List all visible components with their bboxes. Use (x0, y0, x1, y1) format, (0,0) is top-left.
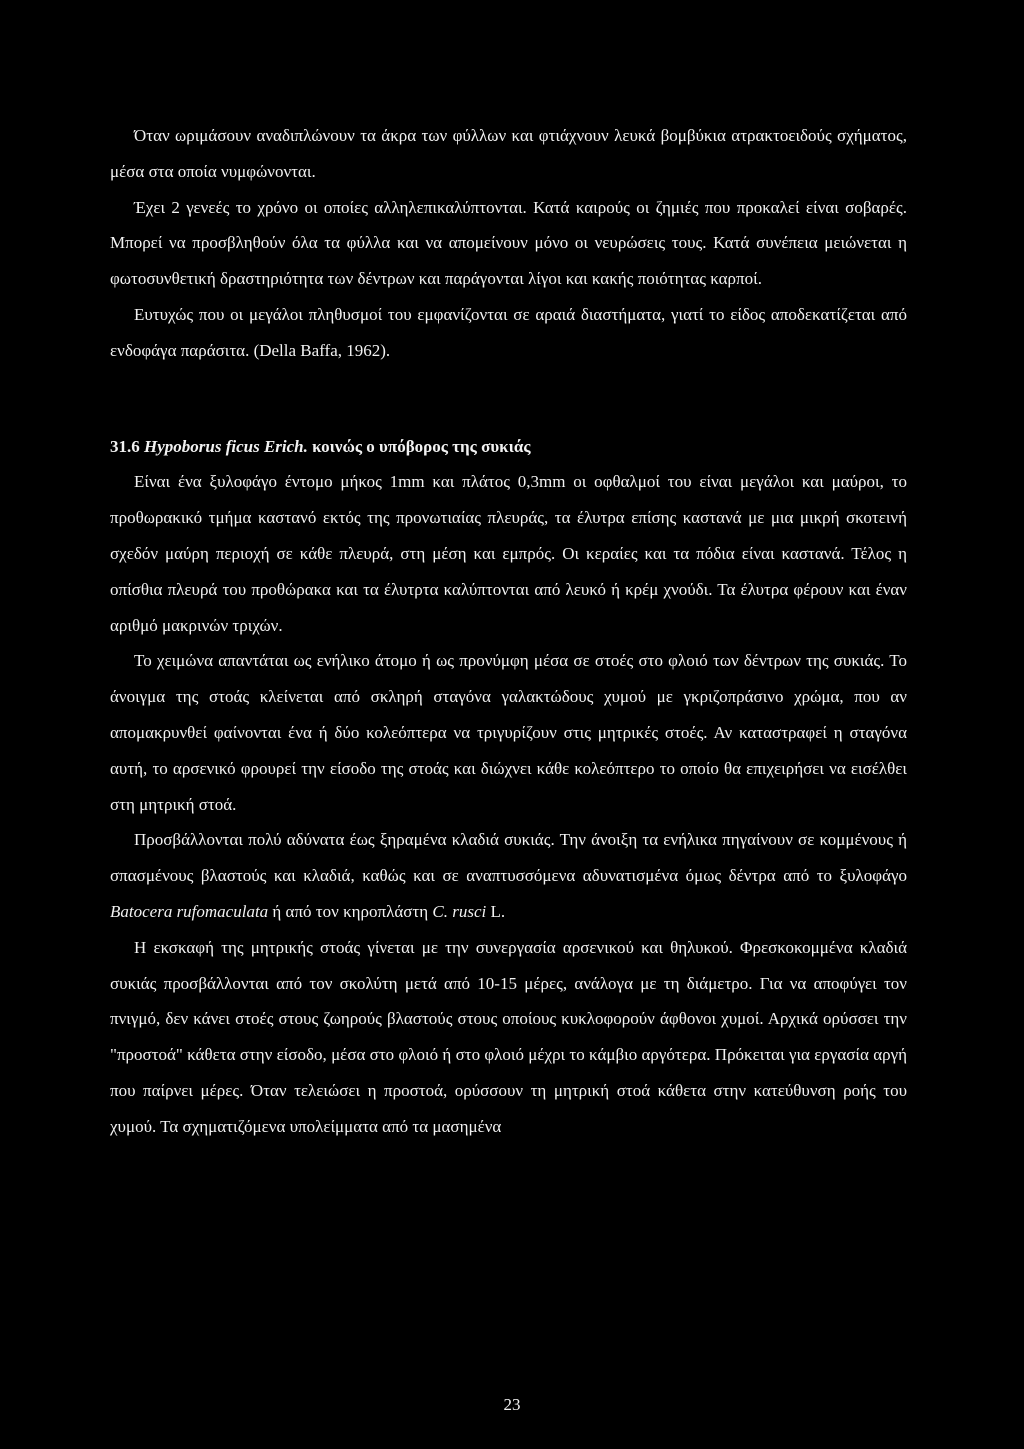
page-number: 23 (503, 1395, 521, 1414)
paragraph-winter: Το χειμώνα απαντάται ως ενήλικο άτομο ή ως προνύμφη μέσα σε στοές στο φλοιό των δέντρων της συκιάς. Το άνοιγμα της στοάς κλείνεται από σκληρή σταγόνα γαλακτώδους χυμού με γκριζοπράσινο χρώμα, που αν απομακρυνθεί φαίνονται ένα ή δύο κολεόπτερα να τριγυρίζουν στις μητρικές στοές. Αν καταστραφεί η σταγόνα αυτή, το αρσενικό φρουρεί την είσοδο της στοάς και διώχνει κάθε κολεόπτερο το οποίο θα επιχειρήσει να εισέλθει στη μητρική στοά. (110, 651, 907, 814)
document-page (110, 118, 907, 1145)
section-heading (110, 429, 907, 465)
section-scientific-name: Hypoborus ficus Erich. (144, 436, 308, 456)
paragraph-description: Είναι ένα ξυλοφάγο έντομο μήκος 1mm και πλάτος 0,3mm οι οφθαλμοί του είναι μεγάλοι και μαύροι, το προθωρακικό τμήμα καστανό εκτός της προνωτιαίας πλευράς, τα έλυτρα επίσης καστανά με μια μικρή σκοτεινή σχεδόν μαύρη περιοχή σε κάθε πλευρά, στη μέση και εμπρός. Οι κεραίες και τα πόδια είναι καστανά. Τέλος η οπίσθια πλευρά του προθώρακα και τα έλυτρτα καλύπτονται από λευκό ή κρέμ χνούδι. Τα έλυτρα φέρουν και έναν αριθμό μακρινών τριχών. (110, 472, 907, 635)
attack-text-2: ή από τον κηροπλάστη (268, 901, 433, 921)
section-number: 31.6 (110, 436, 140, 456)
paragraph-excavation: Η εκσκαφή της μητρικής στοάς γίνεται με την συνεργασία αρσενικού και θηλυκού. Φρεσκοκομμένα κλαδιά συκιάς προσβάλλονται από τον σκολύτη μετά από 10-15 μέρες, ανάλογα με τη διάμετρο. Για να αποφύγει τον πνιγμό, δεν κάνει στοές στους ζωηρούς βλαστούς στους οποίους κυκλοφορούν άφθονοι χυμοί. Αρχικά ορύσσει την "προστοά" κάθετα στην είσοδο, μέσα στο φλοιό ή στο φλοιό μέχρι το κάμβιο αργότερα. Πρόκειται για εργασία αργή που παίρνει μέρες. Όταν τελειώσει η προστοά, ορύσσουν τη μητρική στοά κάθετα στην κατεύθυνση ροής του χυμού. Τα σχηματιζόμενα υπολείμματα από τα μασημένα (110, 937, 907, 1136)
paragraph-cocoons: Όταν ωριμάσουν αναδιπλώνουν τα άκρα των φύλλων και φτιάχνουν λευκά βομβύκια ατρακτοειδούς σχήματος, μέσα στα οποία νυμφώνονται. (110, 126, 907, 181)
section-common-name: κοινώς ο υπόβορος της συκιάς (312, 436, 531, 456)
paragraph-attack (110, 822, 907, 929)
attack-text-1: Προσβάλλονται πολύ αδύνατα έως ξηραμένα κλαδιά συκιάς. Την άνοιξη τα ενήλικα πηγαίνουν σε κομμένους ή σπασμένους βλαστούς και κλαδιά, καθώς και σε αναπτυσσόμενα αδυνατισμένα όμως δέντρα από το ξυλοφάγο (110, 830, 907, 886)
species-batocera: Batocera rufomaculata (110, 901, 269, 921)
paragraph-generations: Έχει 2 γενεές το χρόνο οι οποίες αλληλεπικαλύπτονται. Κατά καιρούς οι ζημιές που προκαλεί είναι σοβαρές. Μπορεί να προσβληθούν όλα τα φύλλα και να απομείνουν μόνο οι νευρώσεις τους. Κατά συνέπεια μειώνεται η φωτοσυνθετική δραστηριότητα των δέντρων και παράγονται λίγοι και κακής ποιότητας καρποί. (110, 197, 907, 289)
attack-text-3: L. (486, 901, 506, 921)
paragraph-parasites: Ευτυχώς που οι μεγάλοι πληθυσμοί του εμφανίζονται σε αραιά διαστήματα, γιατί το είδος αποδεκατίζεται από ενδοφάγα παράσιτα. (Della Baffa, 1962). (110, 304, 907, 360)
species-c-rusci: C. rusci (432, 901, 487, 921)
